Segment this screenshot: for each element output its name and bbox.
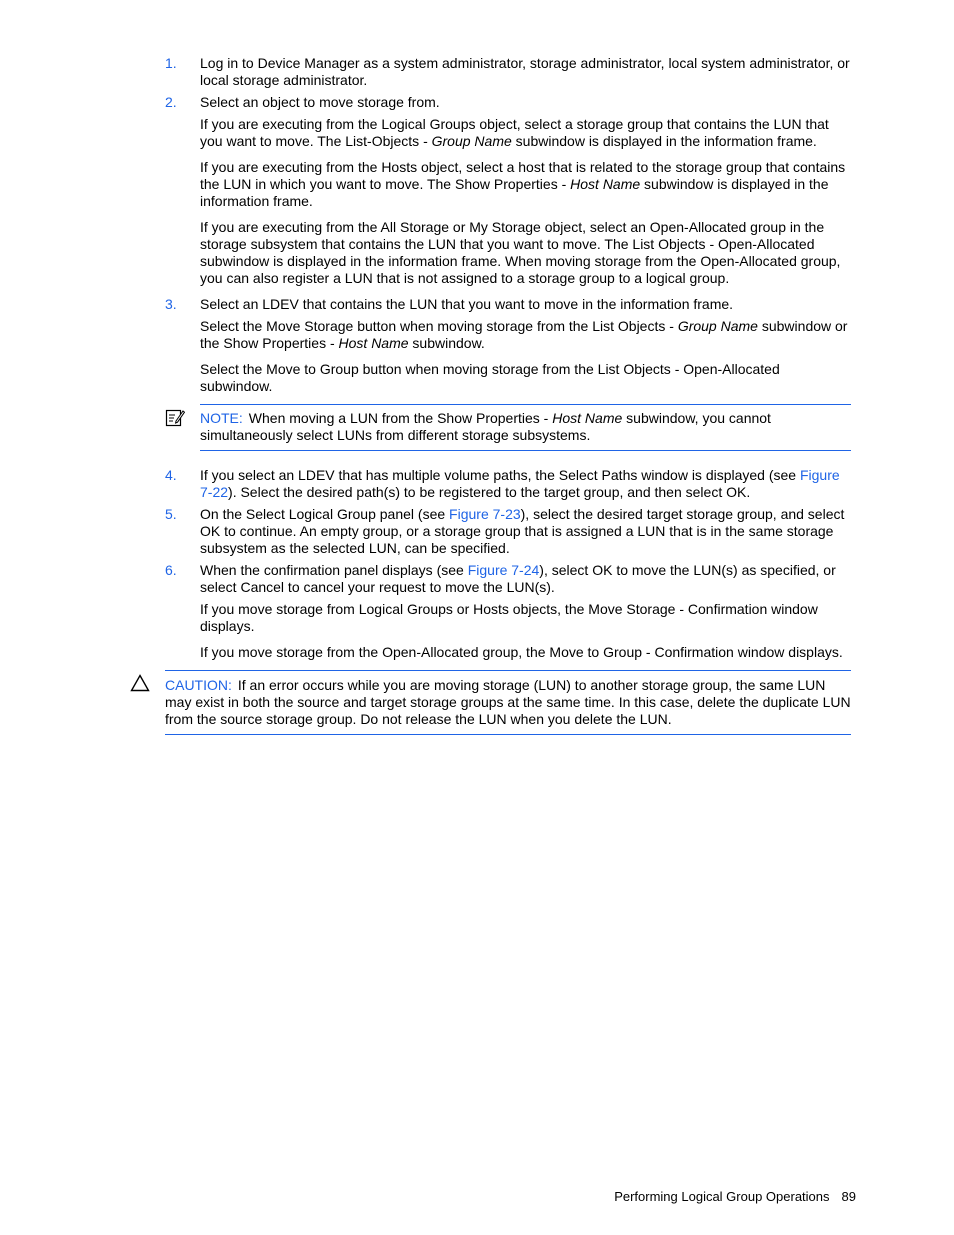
note-box <box>200 404 851 451</box>
step-1 <box>165 55 855 89</box>
text-run: When the confirmation panel displays (see <box>200 562 468 578</box>
caution-label: CAUTION: <box>165 677 232 693</box>
paragraph: If you move storage from the Open-Allocated group, the Move to Group - Confirmation window displays. <box>200 644 843 660</box>
text-run: If you select an LDEV that has multiple volume paths, the Select Paths window is displayed (see <box>200 467 800 483</box>
paragraph: If you are executing from the All Storage or My Storage object, select an Open-Allocated group in the storage subsystem that contains the LUN that you want to move. The List Objects - Open-Allocated subwindow is displayed in the information frame. When moving storage from the Open-Allocated group, you can also register a LUN that is not assigned to a storage group to a logical group. <box>200 219 841 286</box>
paragraph: If you move storage from Logical Groups or Hosts objects, the Move Storage - Confirmation window displays. <box>200 601 818 634</box>
step-3 <box>165 296 855 313</box>
step-4 <box>165 467 855 501</box>
step-number: 4. <box>165 467 177 483</box>
caution-box <box>165 670 851 735</box>
emphasis-text: Group Name <box>677 318 758 334</box>
figure-link[interactable]: Figure 7-24 <box>467 562 540 578</box>
text-run: If you are executing from the Hosts object, select a host that is related to the storage group that contains the LUN in which you want to move. The Show Properties - <box>200 159 846 192</box>
figure-link[interactable]: Figure 7-22 <box>200 467 840 500</box>
step-number: 5. <box>165 506 177 522</box>
paragraph: Select the Move to Group button when moving storage from the List Objects - Open-Allocated subwindow. <box>200 361 780 394</box>
note-label: NOTE: <box>200 410 243 426</box>
emphasis-text: Host Name <box>552 410 623 426</box>
step-number: 2. <box>165 94 177 110</box>
text-run: If you are executing from the Logical Groups object, select a storage group that contains the LUN that you want to move. The List-Objects - <box>200 116 829 149</box>
text-run: Select the Move Storage button when moving storage from the List Objects - <box>200 318 678 334</box>
document-body <box>165 55 855 735</box>
paragraph <box>165 159 855 210</box>
step-number: 6. <box>165 562 177 578</box>
step-text: Select an object to move storage from. <box>200 94 440 110</box>
text-run: When moving a LUN from the Show Properties - <box>248 410 553 426</box>
emphasis-text: Host Name <box>338 335 409 351</box>
step-number: 3. <box>165 296 177 312</box>
step-6 <box>165 562 855 596</box>
paragraph <box>165 116 855 150</box>
text-run: ). Select the desired path(s) to be registered to the target group, and then select OK. <box>228 484 751 500</box>
emphasis-text: Host Name <box>570 176 641 192</box>
text-run: subwindow, you cannot simultaneously select LUNs from different storage subsystems. <box>200 410 771 443</box>
paragraph <box>165 318 855 352</box>
step-2 <box>165 94 855 111</box>
page-number: 89 <box>841 1189 856 1204</box>
text-run: On the Select Logical Group panel (see <box>200 506 450 522</box>
emphasis-text: Group Name <box>431 133 512 149</box>
note-pencil-icon <box>165 408 185 428</box>
caution-text: If an error occurs while you are moving storage (LUN) to another storage group, the same LUN may exist in both the source and target storage groups at the same time. In this case, delete the duplicate LUN from the source storage group. Do not release the LUN when you delete the LUN. <box>165 677 851 727</box>
text-run: ), select the desired target storage group, and select OK to continue. An empty group, or a storage group that is assigned a LUN that is in the same storage subsystem as the selected LUN, can be specified. <box>200 506 845 556</box>
step-number: 1. <box>165 55 177 71</box>
text-run: subwindow is displayed in the information frame. <box>511 133 817 149</box>
text-run: subwindow. <box>408 335 485 351</box>
figure-link[interactable]: Figure 7-23 <box>449 506 521 522</box>
caution-triangle-icon <box>130 674 150 692</box>
step-text: Log in to Device Manager as a system administrator, storage administrator, local system administrator, or local storage administrator. <box>200 55 850 88</box>
text-run: subwindow or the Show Properties - <box>200 318 848 351</box>
step-5 <box>165 506 855 557</box>
step-text: Select an LDEV that contains the LUN that you want to move in the information frame. <box>200 296 734 312</box>
text-run: subwindow is displayed in the information frame. <box>200 176 829 209</box>
page-footer <box>614 1188 856 1205</box>
text-run: ), select OK to move the LUN(s) as specified, or select Cancel to cancel your request to move the LUN(s). <box>200 562 836 595</box>
footer-section-title: Performing Logical Group Operations <box>614 1189 830 1204</box>
